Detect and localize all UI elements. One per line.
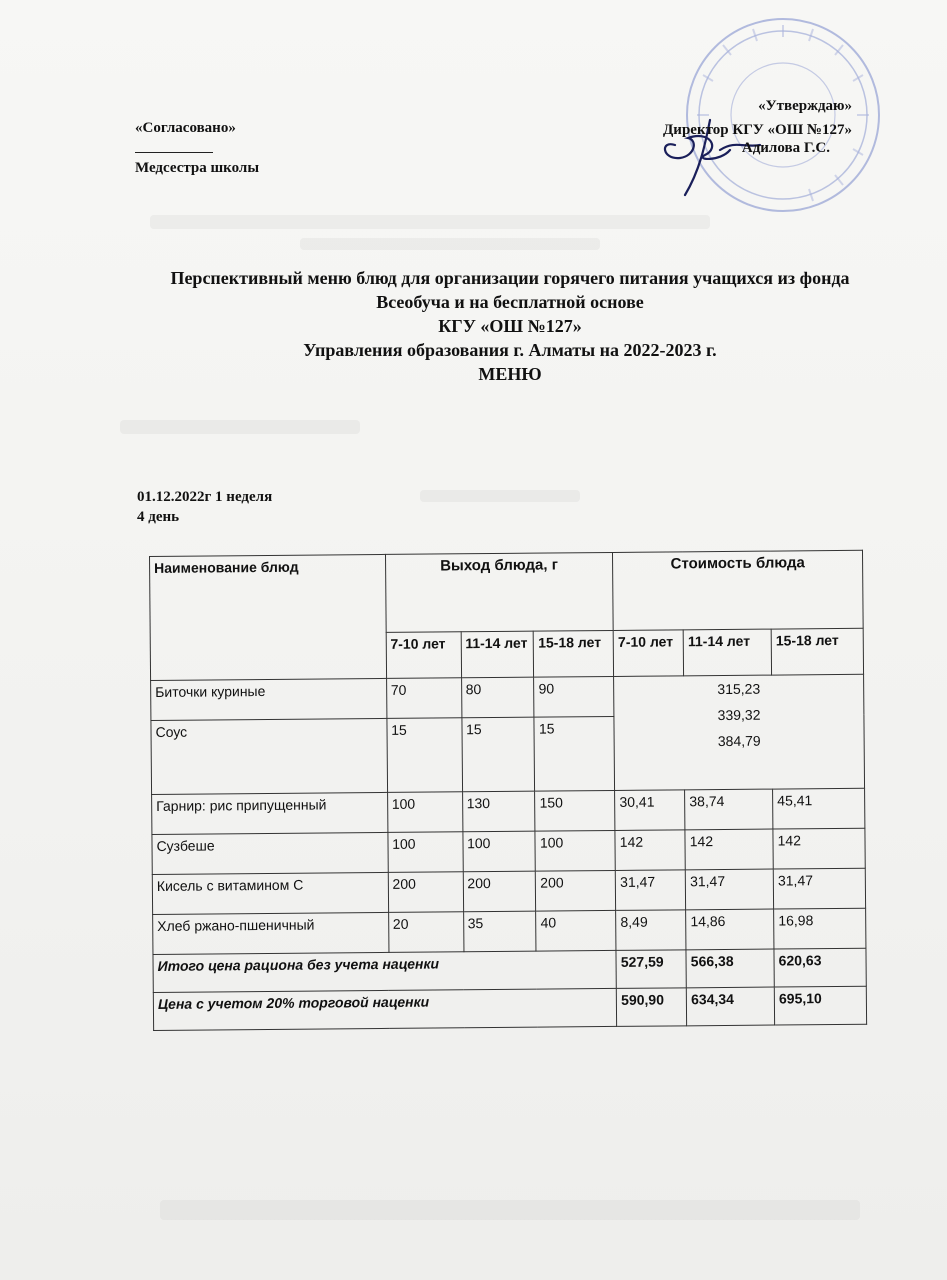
cost-cell: 45,41 [773, 788, 865, 829]
output-cell: 150 [535, 790, 615, 831]
cost-cell: 31,47 [773, 868, 865, 909]
bleed-through [120, 420, 360, 434]
bleed-through [300, 238, 600, 250]
output-cell: 80 [461, 677, 534, 718]
output-cell: 40 [536, 910, 616, 951]
output-cell: 100 [388, 832, 463, 873]
cost-cell: 30,41 [615, 790, 685, 831]
dish-name: Гарнир: рис припущенный [152, 792, 388, 834]
cost-cell: 38,74 [685, 789, 773, 830]
approval-left [135, 120, 260, 176]
dish-name: Сузбеше [152, 832, 388, 874]
table-row [152, 788, 865, 834]
total-cost: 566,38 [686, 949, 774, 988]
title-line-3: КГУ «ОШ №127» [438, 316, 582, 336]
title-line-2: Всеобуча и на бесплатной основе [376, 292, 644, 312]
markup-row [153, 986, 866, 1030]
markup-cost: 634,34 [686, 987, 774, 1026]
age-header: 7-10 лет [613, 630, 683, 677]
merged-cost-value: 384,79 [717, 732, 761, 750]
bleed-through [420, 490, 580, 502]
output-cell: 35 [463, 911, 536, 952]
approved-left-label: «Согласовано» [135, 120, 236, 136]
age-header: 11-14 лет [683, 629, 771, 676]
dish-name: Соус [151, 718, 387, 794]
total-cost: 527,59 [616, 950, 686, 989]
approved-right-label: «Утверждаю» [758, 98, 852, 114]
title-line-5: МЕНЮ [478, 364, 542, 384]
bleed-through [160, 1200, 860, 1220]
date-line-1: 01.12.2022г 1 неделя [137, 489, 273, 505]
table-row [151, 674, 864, 720]
output-cell: 100 [462, 831, 535, 872]
title-line-4: Управления образования г. Алматы на 2022-2023 г. [303, 340, 717, 360]
output-cell: 200 [388, 872, 463, 913]
signature-line [135, 152, 213, 153]
age-header: 7-10 лет [386, 632, 461, 679]
menu-table [149, 550, 867, 1031]
total-label: Итого цена рациона без учета наценки [153, 950, 617, 992]
table-row [153, 908, 866, 954]
cost-cell: 8,49 [616, 910, 686, 951]
merged-cost-value: 339,32 [717, 706, 761, 724]
output-cell: 15 [387, 718, 463, 793]
header-output: Выход блюда, г [385, 552, 613, 632]
date-line-2: 4 день [137, 509, 180, 525]
cost-cell: 142 [615, 830, 685, 871]
output-cell: 15 [461, 717, 535, 792]
cost-cell: 31,47 [685, 869, 773, 910]
merged-cost-value: 315,23 [717, 680, 761, 698]
bleed-through [150, 215, 710, 229]
output-cell: 100 [535, 830, 615, 871]
cost-cell: 16,98 [774, 908, 866, 949]
output-cell: 100 [387, 792, 462, 833]
merged-cost-cell [614, 674, 865, 790]
approved-right-name: Адилова Г.С. [741, 140, 830, 156]
title-line-1: Перспективный меню блюд для организации горячего питания учащихся из фонда [170, 268, 850, 288]
cost-cell: 142 [773, 828, 865, 869]
output-cell: 200 [463, 871, 536, 912]
cost-cell: 14,86 [686, 909, 774, 950]
output-cell: 200 [536, 870, 616, 911]
markup-cost: 590,90 [617, 988, 687, 1027]
output-cell: 15 [534, 716, 615, 791]
age-header: 15-18 лет [534, 630, 614, 677]
output-cell: 20 [388, 912, 463, 953]
approved-right-role: Директор КГУ «ОШ №127» [662, 122, 852, 138]
output-cell: 70 [386, 678, 461, 719]
dish-name: Кисель с витамином С [152, 872, 388, 914]
table-row [152, 868, 865, 914]
approved-left-role: Медсестра школы [135, 160, 260, 176]
header-dish: Наименование блюд [150, 554, 387, 680]
output-cell: 130 [462, 791, 535, 832]
total-cost: 620,63 [774, 948, 866, 987]
cost-cell: 142 [685, 829, 773, 870]
age-header: 15-18 лет [771, 628, 863, 675]
markup-label: Цена с учетом 20% торговой наценки [153, 988, 617, 1030]
table-row [152, 828, 865, 874]
cost-cell: 31,47 [616, 870, 686, 911]
menu-date [137, 487, 272, 527]
output-cell: 90 [534, 676, 614, 717]
dish-name: Хлеб ржано-пшеничный [153, 912, 389, 954]
dish-name: Биточки куриные [151, 678, 387, 720]
age-header: 11-14 лет [461, 631, 534, 678]
document-title [110, 266, 910, 386]
total-row [153, 948, 866, 992]
markup-cost: 695,10 [774, 986, 866, 1025]
header-cost: Стоимость блюда [613, 550, 863, 630]
